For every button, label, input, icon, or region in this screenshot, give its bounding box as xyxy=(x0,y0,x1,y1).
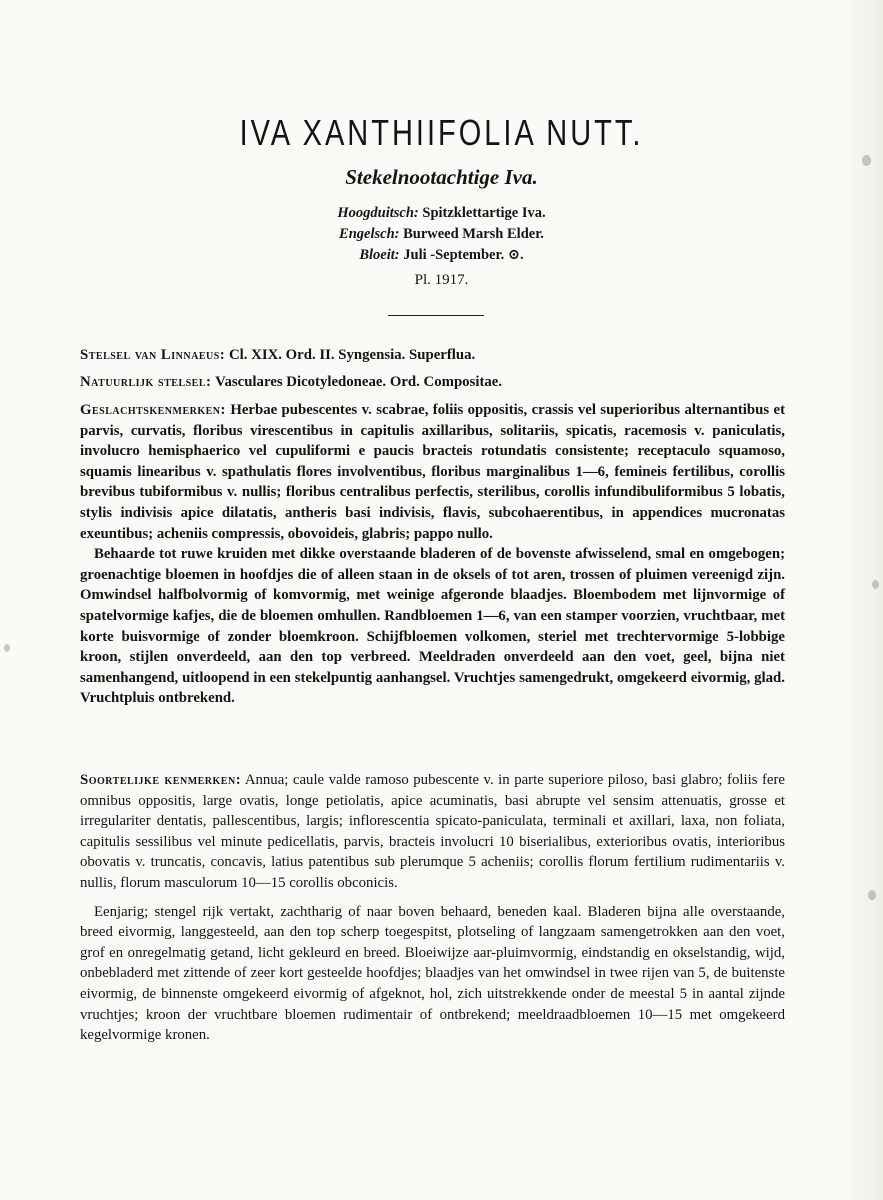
genus-latin-text: Herbae pubescentes v. scabrae, foliis oppositis, crassis vel superioribus alternantibus et parvis, curvatis, floribus virescentibus in capitulis axillaribus, solitariis, spicatis, racemosis v. paniculatis, involucro hemisphaerico vel cupuliformi e paucis bracteis rotundatis consistente; receptaculo squamoso, squamis linearibus v. spathulatis flores involventibus, floribus marginalibus 1—6, femineis fertilibus, corollis brevibus tubiformibus v. nullis; floribus centralibus perfectis, sterilibus, corollis infundibuliformibus 5 lobatis, stylis indivisis apice dilatatis, antheris basi indivisis, flavis, subcohaerentibus, in appendices mucronatas exeuntibus; acheniis compressis, obovoideis, glabris; pappo nullo. xyxy=(80,402,785,542)
linnaeus-text: Cl. XIX. Ord. II. Syngensia. Superflua. xyxy=(228,347,476,363)
flowering-line xyxy=(0,245,883,266)
page-title: IVA XANTHIIFOLIA NUTT. xyxy=(239,113,644,154)
species-label: Soortelijke kenmerken: xyxy=(80,772,242,788)
dutch-common-name: Stekelnootachtige Iva. xyxy=(345,165,538,189)
german-name-line xyxy=(0,203,883,224)
genus-label: Geslachtskenmerken: xyxy=(80,402,226,418)
page-edge-shading xyxy=(843,0,883,1200)
flowering-period: Juli -September. ⊙. xyxy=(403,247,524,263)
linnaeus-line xyxy=(80,345,785,366)
genus-latin-paragraph xyxy=(80,400,785,544)
natural-system-line xyxy=(80,372,785,393)
species-dutch-paragraph: Eenjarig; stengel rijk vertakt, zachtharig of naar boven behaard, beneden kaal. Bladeren bijna alle overstaande, breed eivormig, langgesteeld, aan den top scherp toegespitst, plotseling of langzaam samengetrokken aan den voet, grof en onregelmatig getand, licht gekleurd en breed. Bloeiwijze aar-pluimvormig, eindstandig en okselstandig, wijd, onbebladerd met zittende of zeer kort gesteelde hoofdjes; blaadjes van het omwindsel in twee rijen van 5, de buitenste eivormig, de binnenste omgekeerd eivormig of afgeknot, hol, zich uitstrekkende onder de meestal 5 in aantal zijnde vruchtjes; kroon der vruchtbare bloemen rudimentair of ontbrekend; meeldraadbloemen 10—15 met omgekeerd kegelvormige kronen. xyxy=(80,903,785,1044)
genus-characters xyxy=(80,400,785,709)
genus-dutch-paragraph: Behaarde tot ruwe kruiden met dikke overstaande bladeren of de bovenste afwisselend, smal en omgebogen; groenachtige bloemen in hoofdjes die of alleen staan in de oksels of tot aren, trossen of pluimen vereenigd zijn. Omwindsel halfbolvormig of komvormig, met weinige afgeronde blaadjes. Bloembodem met lijnvormige of spatelvormige kafjes, die de bloemen omhullen. Randbloemen 1—6, van een stamper voorzien, vruchtbaar, met korte buisvormige of zonder bloemkroon. Schijfbloemen volkomen, steriel met trechtervormige 5-lobbige kroon, stijlen onverdeeld, aan den top verbreed. Meeldraden onverdeeld aan den voet, geel, bijna niet samenhangend, uitloopend in een stekelpuntig aanhangsel. Vruchtjes samengedrukt, omgekeerd eivormig, glad. Vruchtpluis ontbrekend. xyxy=(80,546,785,707)
english-name-line xyxy=(0,224,883,245)
paper-speck xyxy=(862,155,871,166)
german-label: Hoogduitsch: xyxy=(337,205,419,221)
common-names-block xyxy=(0,203,883,266)
paper-speck xyxy=(4,644,10,652)
flowering-label: Bloeit: xyxy=(359,247,400,263)
plate-number: Pl. 1917. xyxy=(414,272,469,288)
german-name: Spitzklettartige Iva. xyxy=(422,205,546,221)
english-name: Burweed Marsh Elder. xyxy=(403,226,544,242)
paper-speck xyxy=(868,890,876,900)
species-characters xyxy=(80,770,785,1046)
species-latin-text: Annua; caule valde ramoso pubescente v. in parte superiore piloso, basi glabro; foliis fere omnibus oppositis, large ovatis, longe petiolatis, apice acuminatis, basi abrupte vel sensim attenuatis, grosse et irregulariter dentatis, pallescentibus, largis; inflorescentia spicato-paniculata, terminali et axillari, laxa, non foliata, capitulis sessilibus vel minute pedicellatis, parvis, bracteis involucri 10 biserialibus, exterioribus ovatis, interioribus obovatis v. truncatis, concavis, latius patentibus sub plerumque 5 acheniis; corollis florum fertilium rudimentariis v. nullis, florum masculorum 10—15 corollis obconicis. xyxy=(80,772,785,891)
species-latin-paragraph xyxy=(80,770,785,894)
english-label: Engelsch: xyxy=(339,226,400,242)
linnaeus-label: Stelsel van Linnaeus: xyxy=(80,347,226,363)
natural-system-label: Natuurlijk stelsel: xyxy=(80,374,212,390)
natural-system-text: Vasculares Dicotyledoneae. Ord. Compositae. xyxy=(215,374,503,390)
paper-speck xyxy=(872,580,879,589)
divider xyxy=(388,315,484,316)
